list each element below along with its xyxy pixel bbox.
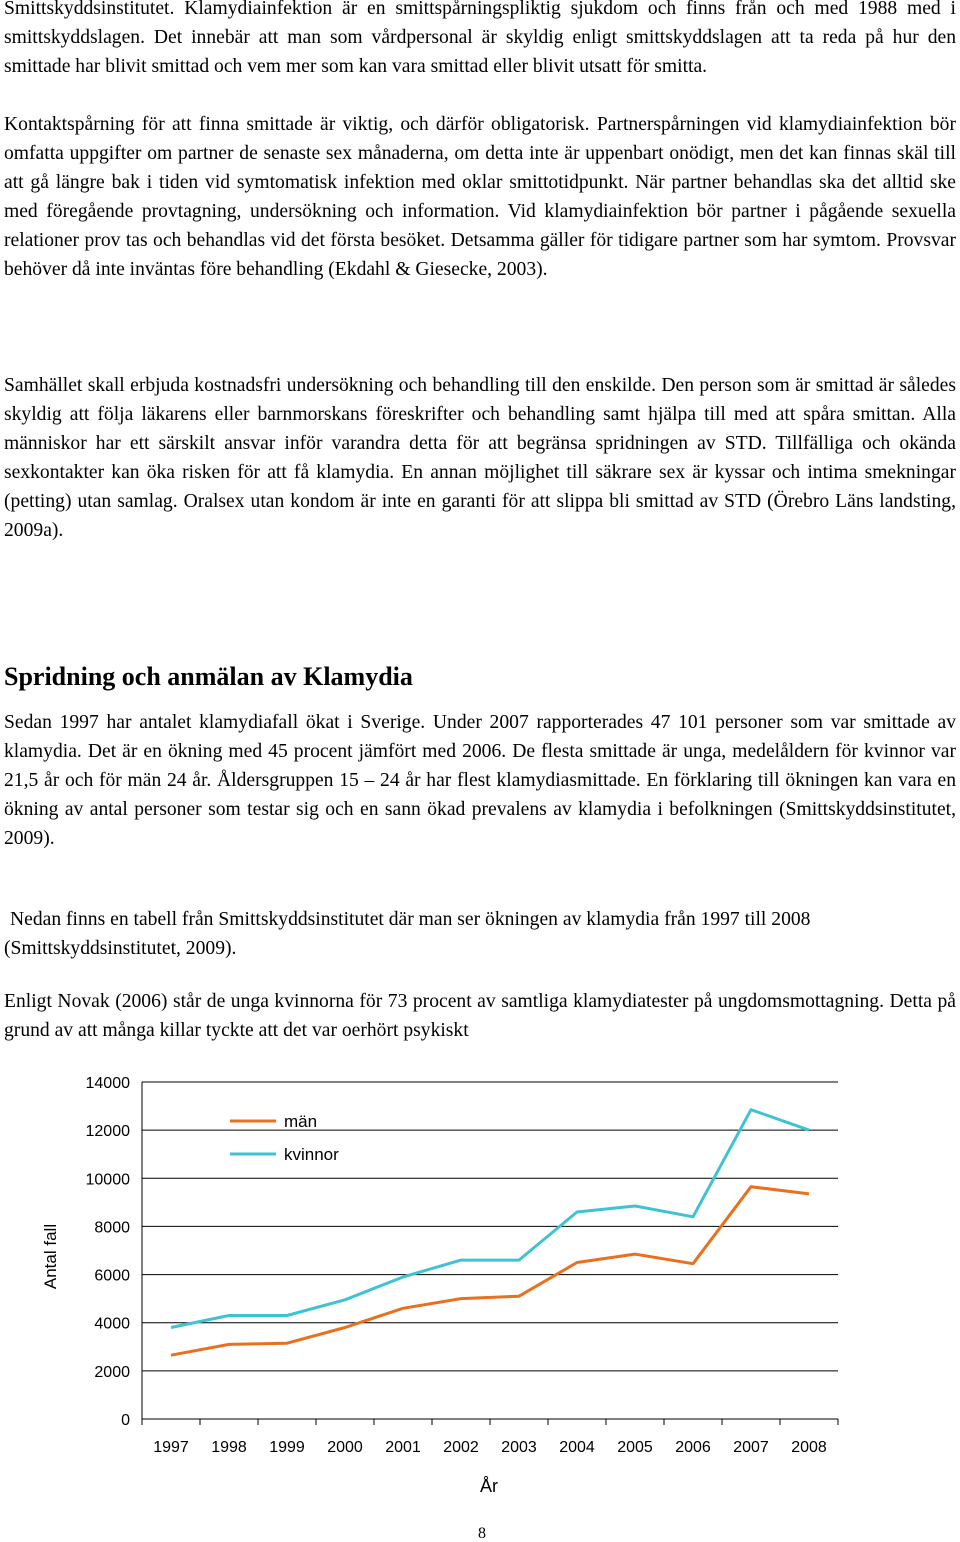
y-tick-label: 12000 — [85, 1123, 130, 1141]
x-tick-label: 2004 — [559, 1439, 595, 1456]
x-tick-label: 2001 — [385, 1439, 421, 1456]
y-tick-label: 8000 — [94, 1219, 130, 1237]
paragraph-spread: Sedan 1997 har antalet klamydiafall ökat i Sverige. Under 2007 rapporterades 47 101 personer som var smittade av klamydia. Det är en ökning med 45 procent jämfört med 2006. De flesta smittade är unga, medelåldern för kvinnor var 21,5 år och för män 24 år. Åldersgruppen 15 – 24 år har flest klamydiasmittade. En förklaring till ökningen kan vara en ökning av antal personer som testar sig och en sann ökad prevalens av klamydia i befolkningen (Smittskyddsinstitutet, 2009). — [4, 712, 956, 849]
x-tick-label: 2007 — [733, 1439, 769, 1456]
y-axis-label: Antal fall — [41, 1223, 60, 1290]
paragraph-novak: Enligt Novak (2006) står de unga kvinnorna för 73 procent av samtliga klamydiatester på ungdomsmottagning. Detta på grund av att många killar tyckte att det var oerhört psykiskt — [4, 991, 956, 1041]
section-heading: Spridning och anmälan av Klamydia — [4, 662, 413, 691]
legend-label: män — [284, 1112, 318, 1131]
x-tick-label: 2005 — [617, 1439, 653, 1456]
x-tick-label: 1997 — [153, 1439, 189, 1456]
paragraph-contact-tracing: Kontaktspårning för att finna smittade är viktig, och därför obligatorisk. Partnerspårningen vid klamydiainfektion bör omfatta uppgifter om partner de senaste sex månaderna, om detta inte är uppenbart onödigt, men det kan finnas skäl till att gå längre bak i tiden vid symtomatisk infektion med oklar smittotidpunkt. När partner behandlas ska det alltid ske med föregående provtagning, undersökning och information. Vid klamydiainfektion bör partner i pågående sexuella relationer prov tas och behandlas vid det första besöket. Detsamma gäller för tidigare partner som har symtom. Provsvar behöver då inte inväntas före behandling (Ekdahl & Giesecke, 2003). — [4, 114, 956, 280]
x-tick-label: 2002 — [443, 1439, 479, 1456]
y-tick-label: 14000 — [85, 1075, 130, 1092]
y-tick-label: 10000 — [85, 1171, 130, 1189]
x-tick-label: 1999 — [269, 1439, 305, 1456]
x-tick-label: 2003 — [501, 1439, 537, 1456]
x-tick-label: 1998 — [211, 1439, 247, 1456]
series-line-man — [171, 1187, 809, 1356]
page-number: 8 — [478, 1525, 486, 1542]
y-tick-label: 0 — [121, 1412, 130, 1429]
paragraph-intro: Smittskyddsinstitutet. Klamydiainfektion är en smittspårningspliktig sjukdom och finns från och med 1988 med i smittskyddslagen. Det innebär att man som vårdpersonal är skyldig enligt smittskyddslagen att ta reda på hur den smittade har blivit smittad och vem mer som kan vara smittad eller blivit utsatt för smitta. — [4, 0, 956, 77]
x-tick-label: 2000 — [327, 1439, 363, 1456]
x-tick-label: 2006 — [675, 1439, 711, 1456]
legend-label: kvinnor — [284, 1145, 339, 1164]
paragraph-society: Samhället skall erbjuda kostnadsfri undersökning och behandling till den enskilde. Den person som är smittad är således skyldig att följa läkarens eller barnmorskans föreskrifter och behandling samt hjälpa till med att spåra smittan. Alla människor har ett särskilt ansvar inför varandra detta för att begränsa spridningen av STD. Tillfälliga och okända sexkontakter kan öka risken för att få klamydia. En annan möjlighet till säkrare sex är kyssar och intima smekningar (petting) utan samlag. Oralsex utan kondom är inte en garanti för att slippa bli smittad av STD (Örebro Läns landsting, 2009a). — [4, 375, 956, 541]
y-tick-label: 2000 — [94, 1363, 130, 1381]
chlamydia-line-chart — [4, 1062, 864, 1537]
chart-svg — [4, 1062, 864, 1537]
paragraph-table-intro: Nedan finns en tabell från Smittskyddsinstitutet där man ser ökningen av klamydia från 1997 till 2008 (Smittskyddsinstitutet, 2009). — [4, 909, 811, 959]
x-axis-label: År — [480, 1476, 498, 1496]
x-tick-label: 2008 — [791, 1439, 827, 1456]
y-tick-label: 6000 — [94, 1267, 130, 1285]
series-line-kvinnor — [171, 1110, 809, 1328]
y-tick-label: 4000 — [94, 1315, 130, 1333]
